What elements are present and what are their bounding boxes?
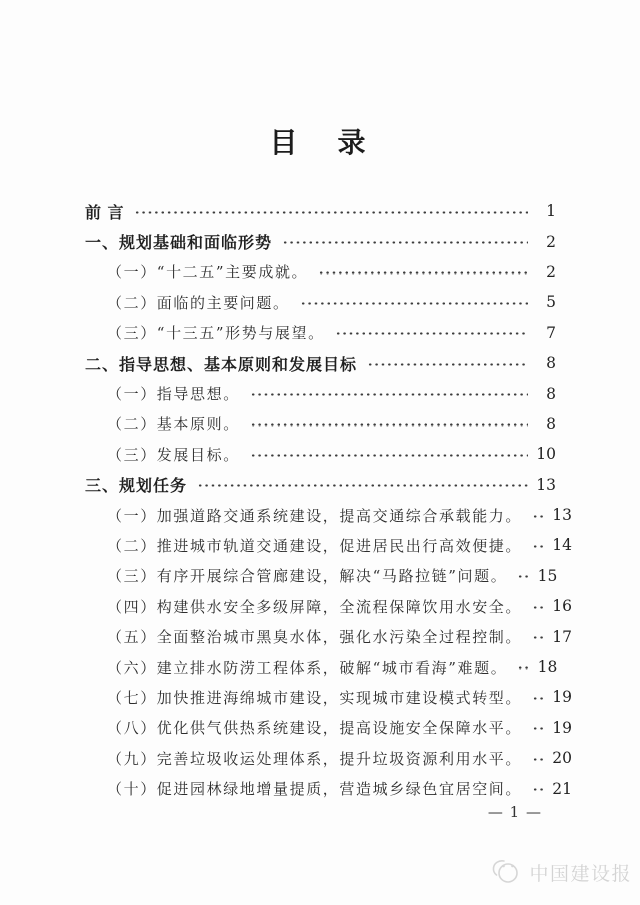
dot-leader (532, 758, 544, 761)
toc-entry (85, 257, 556, 287)
toc-entry (85, 439, 556, 469)
toc-list (85, 196, 573, 804)
toc-entry-label: （十）促进园林绿地增量提质，营造城乡绿色宜居空间。 (107, 780, 523, 799)
toc-entry (85, 530, 573, 560)
toc-entry-page: 8 (546, 354, 556, 373)
dot-leader (318, 271, 528, 274)
toc-entry-page: 2 (546, 262, 556, 281)
toc-entry-label: （一）加强道路交通系统建设，提高交通综合承载能力。 (107, 506, 523, 525)
toc-entry-page: 15 (537, 566, 558, 585)
toc-entry-page: 8 (546, 414, 556, 433)
dot-leader (300, 302, 528, 305)
dot-leader (250, 393, 528, 396)
toc-entry-label: （七）加快推进海绵城市建设，实现城市建设模式转型。 (107, 688, 523, 707)
toc-entry-label: （三）有序开展综合管廊建设，解决“马路拉链”问题。 (107, 567, 508, 586)
dot-leader (282, 241, 528, 244)
watermark (490, 857, 632, 887)
toc-entry (85, 713, 573, 743)
toc-entry-label: （八）优化供气供热系统建设，提高设施安全保障水平。 (107, 719, 523, 738)
toc-entry-label: （一）指导思想。 (107, 385, 240, 404)
toc-entry-label: （三）发展目标。 (107, 445, 240, 464)
toc-entry-label: （二）推进城市轨道交通建设，促进居民出行高效便捷。 (107, 536, 523, 555)
toc-entry (85, 743, 573, 773)
toc-entry-label: 三、规划任务 (85, 478, 188, 496)
dot-leader (250, 423, 528, 426)
dot-leader (532, 515, 544, 518)
toc-entry (85, 621, 573, 651)
toc-entry (85, 470, 556, 500)
toc-entry-page: 13 (536, 475, 556, 494)
dot-leader (335, 332, 528, 335)
toc-entry-label: （六）建立排水防涝工程体系，破解“城市看海”难题。 (107, 658, 508, 677)
page-number: — 1 — (487, 803, 542, 821)
toc-entry-label: （五）全面整治城市黑臭水体，强化水污染全过程控制。 (107, 628, 523, 647)
dot-leader (250, 454, 528, 457)
toc-content (85, 0, 573, 804)
toc-entry-page: 21 (552, 779, 573, 798)
dot-leader (517, 575, 529, 578)
toc-entry-page: 5 (546, 293, 556, 312)
dot-leader (517, 666, 529, 669)
toc-entry (85, 318, 556, 348)
toc-entry (85, 773, 573, 803)
toc-entry-label: （九）完善垃圾收运处理体系，提升垃圾资源利用水平。 (107, 749, 523, 768)
toc-entry (85, 500, 573, 530)
toc-entry-page: 13 (552, 506, 573, 525)
dot-leader (532, 606, 544, 609)
toc-entry-label: （二）面临的主要问题。 (107, 293, 290, 312)
toc-entry (85, 196, 556, 226)
toc-entry-label: 二、指导思想、基本原则和发展目标 (85, 356, 358, 374)
toc-entry-page: 19 (552, 688, 573, 707)
toc-entry (85, 287, 556, 317)
toc-entry-page: 7 (546, 323, 556, 342)
toc-entry-page: 17 (552, 627, 573, 646)
toc-entry-page: 14 (552, 536, 573, 555)
toc-entry-label: （三）“十三五”形势与展望。 (107, 324, 325, 343)
toc-entry-label: 前 言 (85, 204, 125, 222)
dot-leader (532, 697, 544, 700)
toc-entry-page: 10 (536, 445, 556, 464)
toc-entry (85, 561, 556, 591)
toc-entry-page: 20 (552, 749, 573, 768)
toc-entry (85, 348, 556, 378)
china-construction-news-logo-icon (490, 857, 524, 887)
toc-entry (85, 591, 573, 621)
toc-entry-label: （二）基本原则。 (107, 415, 240, 434)
toc-entry-page: 1 (546, 202, 556, 221)
toc-entry-page: 19 (552, 718, 573, 737)
dot-leader (134, 211, 528, 214)
dot-leader (532, 545, 544, 548)
toc-entry-page: 16 (552, 597, 573, 616)
toc-entry (85, 652, 556, 682)
toc-entry-label: （四）构建供水安全多级屏障，全流程保障饮用水安全。 (107, 597, 523, 616)
page-title: 目 录 (269, 126, 372, 159)
dot-leader (197, 484, 528, 487)
toc-entry (85, 682, 573, 712)
toc-entry-label: 一、规划基础和面临形势 (85, 235, 273, 253)
toc-entry-page: 18 (537, 658, 558, 677)
dot-leader (532, 788, 544, 791)
toc-entry-label: （一）“十二五”主要成就。 (107, 263, 309, 282)
toc-entry (85, 378, 556, 408)
toc-entry-page: 2 (546, 232, 556, 251)
dot-leader (532, 727, 544, 730)
toc-entry (85, 226, 556, 256)
toc-entry-page: 8 (546, 384, 556, 403)
dot-leader (532, 636, 544, 639)
dot-leader (367, 363, 528, 366)
toc-entry (85, 409, 556, 439)
watermark-text: 中国建设报 (529, 863, 632, 885)
